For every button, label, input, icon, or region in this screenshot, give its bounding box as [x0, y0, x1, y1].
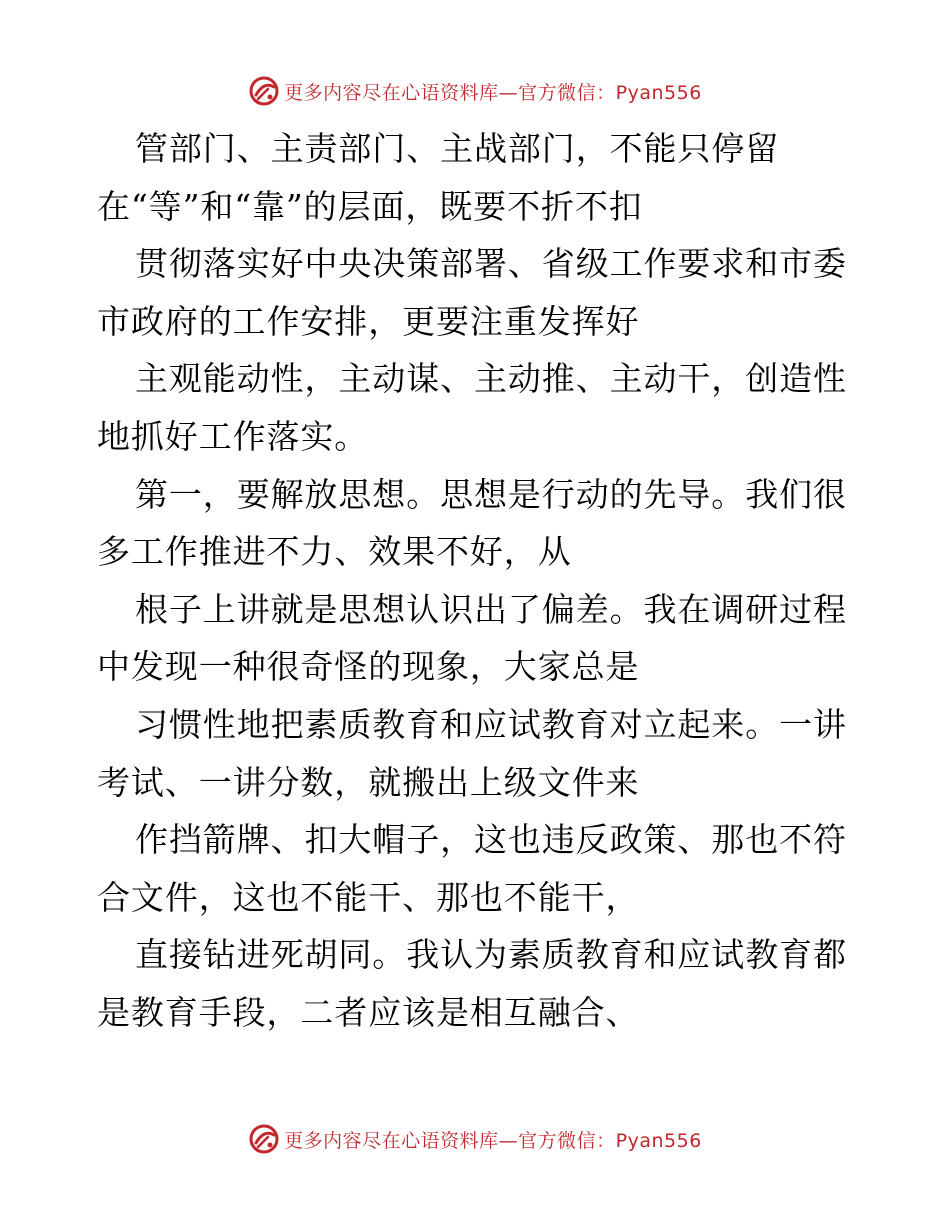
- body-line: 合文件，这也不能干、那也不能干，: [97, 877, 640, 917]
- document-body: [97, 120, 857, 1042]
- body-line: 管部门、主责部门、主战部门，不能只停留: [135, 129, 780, 168]
- body-line: 在“等”和“靠”的层面，既要不折不扣: [97, 186, 643, 226]
- footer-banner-text: 更多内容尽在心语资料库—官方微信：Pyan556: [284, 1129, 702, 1152]
- header-banner: [0, 71, 950, 111]
- body-line: 主观能动性，主动谋、主动推、主动干，创造性: [135, 359, 847, 399]
- body-line: 考试、一讲分数，就搬出上级文件来: [97, 762, 640, 802]
- body-line: 地抓好工作落实。: [97, 416, 369, 456]
- body-line: 习惯性地把素质教育和应试教育对立起来。一讲: [135, 704, 847, 744]
- body-line: 多工作推进不力、效果不好，从: [97, 532, 572, 572]
- footer-banner: [0, 1119, 950, 1159]
- red-swirl-logo-icon: [248, 1123, 280, 1155]
- body-line: 直接钻进死胡同。我认为素质教育和应试教育都: [135, 935, 847, 975]
- body-line: 第一，要解放思想。思想是行动的先导。我们很: [135, 474, 847, 514]
- body-line: 市政府的工作安排，更要注重发挥好: [97, 301, 640, 341]
- body-line: 根子上讲就是思想认识出了偏差。我在调研过程: [135, 589, 847, 629]
- body-line: 作挡箭牌、扣大帽子，这也违反政策、那也不符: [135, 820, 847, 860]
- body-line: 贯彻落实好中央决策部署、省级工作要求和市委: [135, 244, 847, 284]
- header-banner-text: 更多内容尽在心语资料库—官方微信：Pyan556: [284, 81, 702, 104]
- red-swirl-logo-icon: [248, 75, 280, 107]
- body-line: 中发现一种很奇怪的现象，大家总是: [97, 647, 640, 687]
- body-line: 是教育手段，二者应该是相互融合、: [97, 992, 640, 1032]
